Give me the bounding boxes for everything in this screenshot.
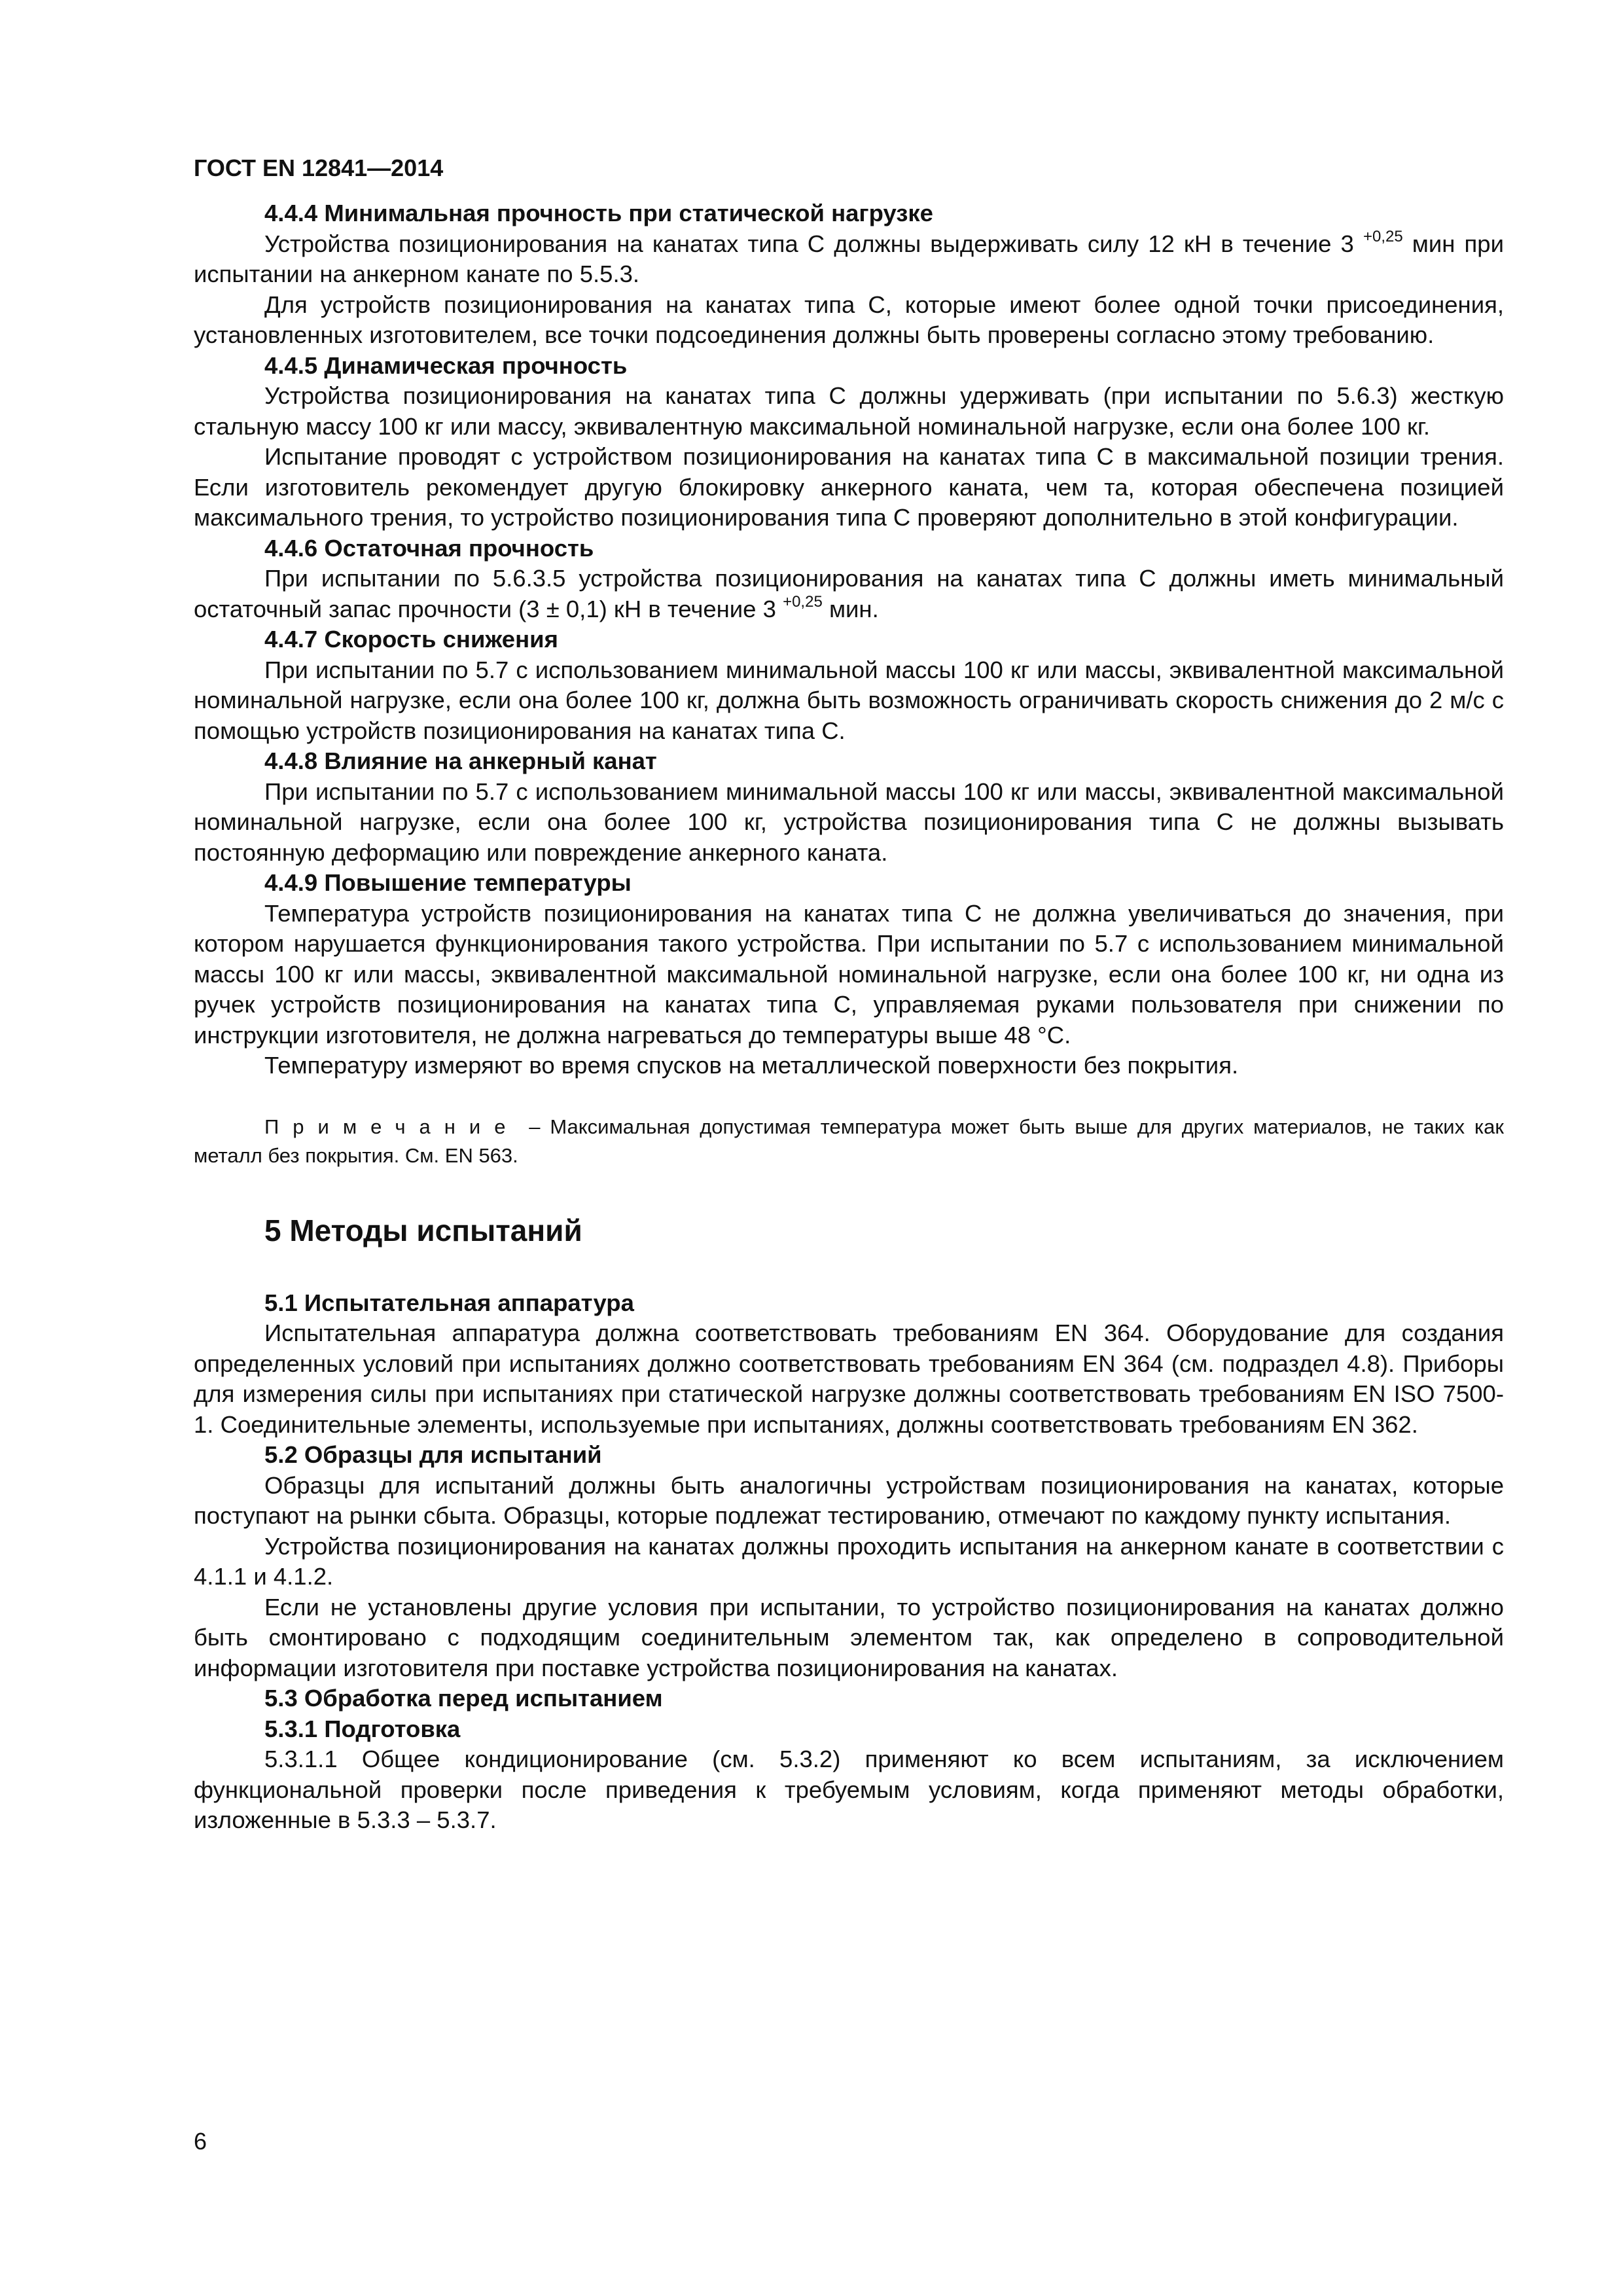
clause-5-3-heading: 5.3 Обработка перед испытанием — [264, 1685, 663, 1712]
section-5-title: 5 Методы испытаний — [264, 1213, 582, 1247]
clause-4-4-8-heading: 4.4.8 Влияние на анкерный канат — [264, 747, 657, 774]
tolerance-superscript: +0,25 — [1363, 227, 1403, 245]
clause-4-4-4-text-b: мин при испытании на анкерном канате по 5.5.3. — [194, 230, 1504, 287]
clause-5-1-paragraph-1: Испытательная аппаратура должна соответствовать требованиям EN 364. Оборудование для создания определенных условий при испытаниях должно соответствовать требованиям EN 364 (см. подраздел 4.8). Приборы для измерения силы при испытаниях при статической нагрузке должны соответствовать требованиям EN ISO 7500-1. Соединительные элементы, используемые при испытаниях, должны соответствовать требованиям EN 362. — [194, 1319, 1504, 1438]
clause-4-4-6-text-b: мин. — [822, 595, 879, 622]
document-code-header: ГОСТ EN 12841—2014 — [194, 154, 444, 181]
clause-4-4-4-heading: 4.4.4 Минимальная прочность при статической нагрузке — [264, 200, 933, 226]
clause-4-4-4-text-a: Устройства позиционирования на канатах типа С должны выдерживать силу 12 кН в течение 3 — [264, 230, 1363, 257]
clause-4-4-4-paragraph-1 — [194, 229, 1504, 290]
clause-4-4-8-paragraph-1: При испытании по 5.7 с использованием минимальной массы 100 кг или массы, эквивалентной максимальной номинальной нагрузке, если она более 100 кг, устройства позиционирования типа С не должны вызывать постоянную деформацию или повреждение анкерного каната. — [194, 778, 1504, 866]
clause-4-4-7-heading: 4.4.7 Скорость снижения — [264, 626, 558, 653]
clause-4-4-6-heading: 4.4.6 Остаточная прочность — [264, 534, 594, 562]
clause-5-2-paragraph-1: Образцы для испытаний должны быть аналогичны устройствам позиционирования на канатах, которые поступают на рынки сбыта. Образцы, которые подлежат тестированию, отмечают по каждому пункту испытания. — [194, 1471, 1504, 1529]
page-number: 6 — [194, 2128, 207, 2155]
clause-5-1-heading: 5.1 Испытательная аппаратура — [264, 1289, 634, 1316]
clause-4-4-5-heading: 4.4.5 Динамическая прочность — [264, 351, 628, 379]
clause-4-4-6-paragraph-1 — [194, 564, 1504, 624]
clause-4-4-9-paragraph-2: Температуру измеряют во время спусков на металлической поверхности без покрытия. — [264, 1052, 1239, 1079]
note-text: – Максимальная допустимая температура может быть выше для других материалов, не таких как металл без покрытия. См. EN 563. — [194, 1115, 1504, 1167]
note-label: Примечание — [264, 1115, 520, 1138]
clause-4-4-9-heading: 4.4.9 Повышение температуры — [264, 869, 632, 896]
document-body — [194, 198, 1504, 1836]
clause-5-2-paragraph-2: Устройства позиционирования на канатах должны проходить испытания на анкерном канате в соответствии с 4.1.1 и 4.1.2. — [194, 1532, 1504, 1590]
clause-5-3-1-paragraph-1: 5.3.1.1 Общее кондиционирование (см. 5.3.2) применяют ко всем испытаниям, за исключением функциональной проверки после приведения к требуемым условиям, когда применяют методы обработки, изложенные в 5.3.3 – 5.3.7. — [194, 1746, 1504, 1833]
clause-4-4-6-text-a: При испытании по 5.6.3.5 устройства позиционирования на канатах типа С должны иметь минимальный остаточный запас прочности (3 ± 0,1) кН в течение 3 — [194, 565, 1504, 622]
tolerance-superscript: +0,25 — [783, 592, 823, 611]
clause-5-3-1-heading: 5.3.1 Подготовка — [264, 1715, 461, 1742]
clause-4-4-5-paragraph-2: Испытание проводят с устройством позиционирования на канатах типа С в максимальной позиции трения. Если изготовитель рекомендует другую блокировку анкерного каната, чем та, которая обеспечена позицией максимального трения, то устройство позиционирования типа С проверяют дополнительно в этой конфигурации. — [194, 443, 1504, 531]
clause-5-2-paragraph-3: Если не установлены другие условия при испытании, то устройство позиционирования на канатах должно быть смонтировано с подходящим соединительным элементом так, как определено в сопроводительной информации изготовителя при поставке устройства позиционирования на канатах. — [194, 1593, 1504, 1681]
clause-4-4-5-paragraph-1: Устройства позиционирования на канатах типа С должны удерживать (при испытании по 5.6.3) жесткую стальную массу 100 кг или массу, эквивалентную максимальной номинальной нагрузке, если она более 100 кг. — [194, 382, 1504, 440]
clause-4-4-9-paragraph-1: Температура устройств позиционирования на канатах типа С не должна увеличиваться до значения, при котором нарушается функционирования такого устройства. При испытании по 5.7 с использованием минимальной массы 100 кг или массы, эквивалентной максимальной номинальной нагрузке, если она более 100 кг, ни одна из ручек устройств позиционирования на канатах типа С, управляемая руками пользователя при снижении по инструкции изготовителя, не должна нагреваться до температуры выше 48 °С. — [194, 899, 1504, 1049]
note-paragraph — [194, 1113, 1504, 1170]
clause-5-2-heading: 5.2 Образцы для испытаний — [264, 1441, 602, 1468]
clause-4-4-7-paragraph-1: При испытании по 5.7 с использованием минимальной массы 100 кг или массы, эквивалентной максимальной номинальной нагрузке, если она более 100 кг, должна быть возможность ограничивать скорость снижения до 2 м/с с помощью устройств позиционирования на канатах типа С. — [194, 656, 1504, 744]
clause-4-4-4-paragraph-2: Для устройств позиционирования на канатах типа С, которые имеют более одной точки присоединения, установленных изготовителем, все точки подсоединения должны быть проверены согласно этому требованию. — [194, 291, 1504, 348]
